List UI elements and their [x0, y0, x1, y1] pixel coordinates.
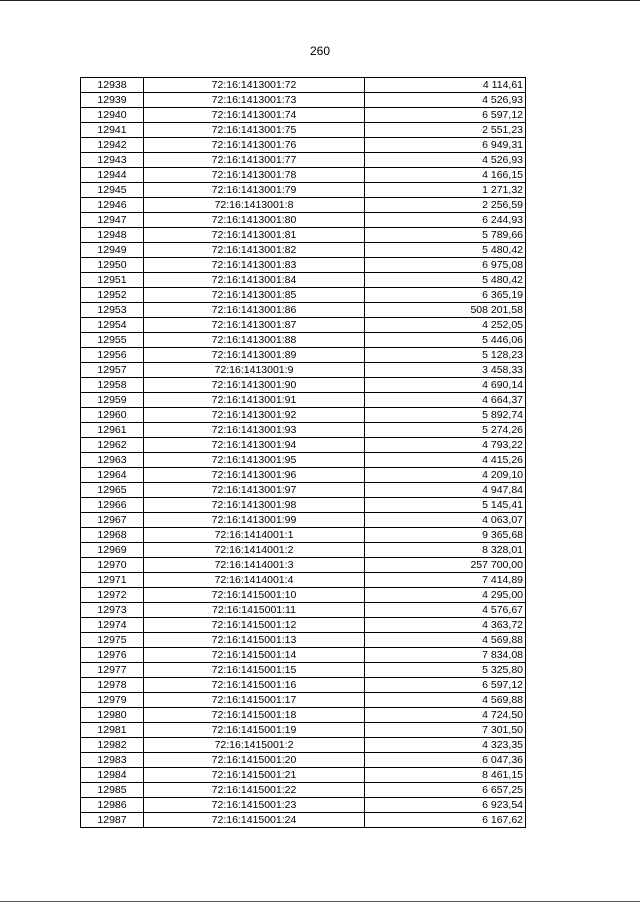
row-number: 12959: [81, 393, 144, 408]
table-row: [81, 168, 526, 183]
row-value: 5 480,42: [365, 243, 526, 258]
row-number: 12980: [81, 708, 144, 723]
row-number: 12973: [81, 603, 144, 618]
cadastral-table: [80, 77, 526, 828]
cadastral-number: 72:16:1413001:84: [144, 273, 365, 288]
table-row: [81, 408, 526, 423]
cadastral-number: 72:16:1413001:80: [144, 213, 365, 228]
row-value: 4 363,72: [365, 618, 526, 633]
row-value: 6 167,62: [365, 813, 526, 828]
table-row: [81, 483, 526, 498]
row-number: 12955: [81, 333, 144, 348]
row-number: 12941: [81, 123, 144, 138]
table-row: [81, 378, 526, 393]
row-number: 12938: [81, 78, 144, 93]
cadastral-number: 72:16:1415001:18: [144, 708, 365, 723]
cadastral-number: 72:16:1413001:93: [144, 423, 365, 438]
cadastral-number: 72:16:1415001:15: [144, 663, 365, 678]
table-row: [81, 498, 526, 513]
table-row: [81, 633, 526, 648]
table-row: [81, 438, 526, 453]
cadastral-number: 72:16:1413001:91: [144, 393, 365, 408]
row-value: 6 244,93: [365, 213, 526, 228]
cadastral-number: 72:16:1415001:19: [144, 723, 365, 738]
row-value: 1 271,32: [365, 183, 526, 198]
cadastral-number: 72:16:1415001:16: [144, 678, 365, 693]
row-value: 4 323,35: [365, 738, 526, 753]
row-value: 4 690,14: [365, 378, 526, 393]
row-number: 12968: [81, 528, 144, 543]
table-row: [81, 123, 526, 138]
row-number: 12964: [81, 468, 144, 483]
table-row: [81, 288, 526, 303]
cadastral-number: 72:16:1415001:24: [144, 813, 365, 828]
table-row: [81, 303, 526, 318]
cadastral-number: 72:16:1413001:85: [144, 288, 365, 303]
row-value: 3 458,33: [365, 363, 526, 378]
row-value: 4 724,50: [365, 708, 526, 723]
row-number: 12972: [81, 588, 144, 603]
table-row: [81, 333, 526, 348]
cadastral-number: 72:16:1413001:82: [144, 243, 365, 258]
table-row: [81, 228, 526, 243]
table-row: [81, 93, 526, 108]
table-row: [81, 573, 526, 588]
cadastral-number: 72:16:1413001:81: [144, 228, 365, 243]
row-number: 12951: [81, 273, 144, 288]
table-row: [81, 468, 526, 483]
cadastral-number: 72:16:1413001:86: [144, 303, 365, 318]
row-value: 5 446,06: [365, 333, 526, 348]
table-row: [81, 453, 526, 468]
table-row: [81, 138, 526, 153]
row-value: 5 325,80: [365, 663, 526, 678]
cadastral-number: 72:16:1413001:79: [144, 183, 365, 198]
cadastral-number: 72:16:1414001:4: [144, 573, 365, 588]
cadastral-number: 72:16:1413001:98: [144, 498, 365, 513]
row-number: 12984: [81, 768, 144, 783]
cadastral-number: 72:16:1413001:75: [144, 123, 365, 138]
table-row: [81, 183, 526, 198]
row-value: 4 166,15: [365, 168, 526, 183]
row-number: 12979: [81, 693, 144, 708]
table-row: [81, 348, 526, 363]
row-value: 5 892,74: [365, 408, 526, 423]
row-value: 4 063,07: [365, 513, 526, 528]
table-row: [81, 108, 526, 123]
row-number: 12966: [81, 498, 144, 513]
cadastral-number: 72:16:1413001:9: [144, 363, 365, 378]
row-number: 12976: [81, 648, 144, 663]
table-row: [81, 393, 526, 408]
row-value: 6 949,31: [365, 138, 526, 153]
table-row: [81, 738, 526, 753]
row-value: 4 569,88: [365, 633, 526, 648]
cadastral-number: 72:16:1413001:90: [144, 378, 365, 393]
row-value: 4 664,37: [365, 393, 526, 408]
row-number: 12939: [81, 93, 144, 108]
row-value: 6 047,36: [365, 753, 526, 768]
row-number: 12982: [81, 738, 144, 753]
cadastral-number: 72:16:1413001:96: [144, 468, 365, 483]
table-row: [81, 663, 526, 678]
cadastral-number: 72:16:1413001:89: [144, 348, 365, 363]
row-number: 12948: [81, 228, 144, 243]
row-value: 7 301,50: [365, 723, 526, 738]
row-value: 4 569,88: [365, 693, 526, 708]
table-row: [81, 693, 526, 708]
row-number: 12975: [81, 633, 144, 648]
row-value: 7 414,89: [365, 573, 526, 588]
cadastral-number: 72:16:1413001:73: [144, 93, 365, 108]
row-value: 6 923,54: [365, 798, 526, 813]
row-number: 12981: [81, 723, 144, 738]
row-value: 5 145,41: [365, 498, 526, 513]
cadastral-number: 72:16:1415001:17: [144, 693, 365, 708]
table-row: [81, 213, 526, 228]
cadastral-number: 72:16:1414001:1: [144, 528, 365, 543]
table-row: [81, 198, 526, 213]
table-row: [81, 648, 526, 663]
cadastral-number: 72:16:1415001:21: [144, 768, 365, 783]
row-value: 8 461,15: [365, 768, 526, 783]
cadastral-number: 72:16:1413001:97: [144, 483, 365, 498]
row-number: 12971: [81, 573, 144, 588]
row-number: 12987: [81, 813, 144, 828]
cadastral-number: 72:16:1413001:8: [144, 198, 365, 213]
table-row: [81, 618, 526, 633]
table-row: [81, 513, 526, 528]
cadastral-number: 72:16:1415001:14: [144, 648, 365, 663]
row-number: 12965: [81, 483, 144, 498]
top-rule: [0, 0, 640, 1]
row-value: 4 252,05: [365, 318, 526, 333]
cadastral-number: 72:16:1413001:78: [144, 168, 365, 183]
row-value: 5 789,66: [365, 228, 526, 243]
cadastral-number: 72:16:1413001:72: [144, 78, 365, 93]
row-value: 508 201,58: [365, 303, 526, 318]
cadastral-number: 72:16:1413001:83: [144, 258, 365, 273]
row-value: 9 365,68: [365, 528, 526, 543]
cadastral-number: 72:16:1413001:95: [144, 453, 365, 468]
row-number: 12950: [81, 258, 144, 273]
table-row: [81, 783, 526, 798]
row-value: 8 328,01: [365, 543, 526, 558]
row-number: 12956: [81, 348, 144, 363]
row-value: 6 365,19: [365, 288, 526, 303]
table-row: [81, 243, 526, 258]
row-number: 12960: [81, 408, 144, 423]
row-value: 4 576,67: [365, 603, 526, 618]
cadastral-number: 72:16:1413001:87: [144, 318, 365, 333]
cadastral-number: 72:16:1415001:23: [144, 798, 365, 813]
cadastral-number: 72:16:1413001:88: [144, 333, 365, 348]
cadastral-number: 72:16:1413001:92: [144, 408, 365, 423]
table-row: [81, 603, 526, 618]
row-number: 12978: [81, 678, 144, 693]
row-value: 5 128,23: [365, 348, 526, 363]
row-value: 6 975,08: [365, 258, 526, 273]
table-row: [81, 273, 526, 288]
cadastral-number: 72:16:1415001:2: [144, 738, 365, 753]
row-value: 4 114,61: [365, 78, 526, 93]
table-row: [81, 558, 526, 573]
cadastral-number: 72:16:1415001:22: [144, 783, 365, 798]
row-number: 12963: [81, 453, 144, 468]
row-number: 12954: [81, 318, 144, 333]
table-row: [81, 708, 526, 723]
cadastral-number: 72:16:1414001:3: [144, 558, 365, 573]
row-number: 12961: [81, 423, 144, 438]
page-number: 260: [309, 44, 331, 58]
row-number: 12986: [81, 798, 144, 813]
table-row: [81, 678, 526, 693]
table-row: [81, 768, 526, 783]
row-number: 12945: [81, 183, 144, 198]
row-value: 4 793,22: [365, 438, 526, 453]
cadastral-number: 72:16:1415001:12: [144, 618, 365, 633]
row-number: 12942: [81, 138, 144, 153]
row-value: 7 834,08: [365, 648, 526, 663]
row-value: 4 295,00: [365, 588, 526, 603]
row-value: 4 415,26: [365, 453, 526, 468]
row-value: 5 274,26: [365, 423, 526, 438]
table-row: [81, 258, 526, 273]
cadastral-number: 72:16:1415001:20: [144, 753, 365, 768]
row-number: 12949: [81, 243, 144, 258]
row-value: 6 597,12: [365, 108, 526, 123]
row-number: 12962: [81, 438, 144, 453]
table-row: [81, 813, 526, 828]
row-value: 5 480,42: [365, 273, 526, 288]
table-body: [81, 78, 526, 828]
row-value: 6 657,25: [365, 783, 526, 798]
row-number: 12946: [81, 198, 144, 213]
row-number: 12943: [81, 153, 144, 168]
cadastral-number: 72:16:1415001:13: [144, 633, 365, 648]
cadastral-number: 72:16:1413001:99: [144, 513, 365, 528]
row-number: 12977: [81, 663, 144, 678]
cadastral-number: 72:16:1415001:10: [144, 588, 365, 603]
row-number: 12970: [81, 558, 144, 573]
row-number: 12940: [81, 108, 144, 123]
row-value: 4 526,93: [365, 153, 526, 168]
row-number: 12952: [81, 288, 144, 303]
row-number: 12944: [81, 168, 144, 183]
table-row: [81, 318, 526, 333]
table-row: [81, 153, 526, 168]
table-row: [81, 798, 526, 813]
row-value: 2 256,59: [365, 198, 526, 213]
table-row: [81, 753, 526, 768]
cadastral-number: 72:16:1413001:94: [144, 438, 365, 453]
cadastral-number: 72:16:1414001:2: [144, 543, 365, 558]
bottom-rule: [0, 901, 640, 902]
row-value: 4 947,84: [365, 483, 526, 498]
table-row: [81, 528, 526, 543]
cadastral-number: 72:16:1413001:76: [144, 138, 365, 153]
row-number: 12967: [81, 513, 144, 528]
row-value: 2 551,23: [365, 123, 526, 138]
table-row: [81, 78, 526, 93]
row-number: 12947: [81, 213, 144, 228]
row-number: 12953: [81, 303, 144, 318]
row-value: 257 700,00: [365, 558, 526, 573]
table-row: [81, 363, 526, 378]
row-value: 6 597,12: [365, 678, 526, 693]
cadastral-number: 72:16:1413001:77: [144, 153, 365, 168]
row-number: 12974: [81, 618, 144, 633]
cadastral-number: 72:16:1415001:11: [144, 603, 365, 618]
row-value: 4 526,93: [365, 93, 526, 108]
table-row: [81, 543, 526, 558]
row-number: 12983: [81, 753, 144, 768]
row-number: 12957: [81, 363, 144, 378]
table-row: [81, 423, 526, 438]
table-row: [81, 723, 526, 738]
row-value: 4 209,10: [365, 468, 526, 483]
row-number: 12969: [81, 543, 144, 558]
table-row: [81, 588, 526, 603]
row-number: 12985: [81, 783, 144, 798]
cadastral-number: 72:16:1413001:74: [144, 108, 365, 123]
row-number: 12958: [81, 378, 144, 393]
